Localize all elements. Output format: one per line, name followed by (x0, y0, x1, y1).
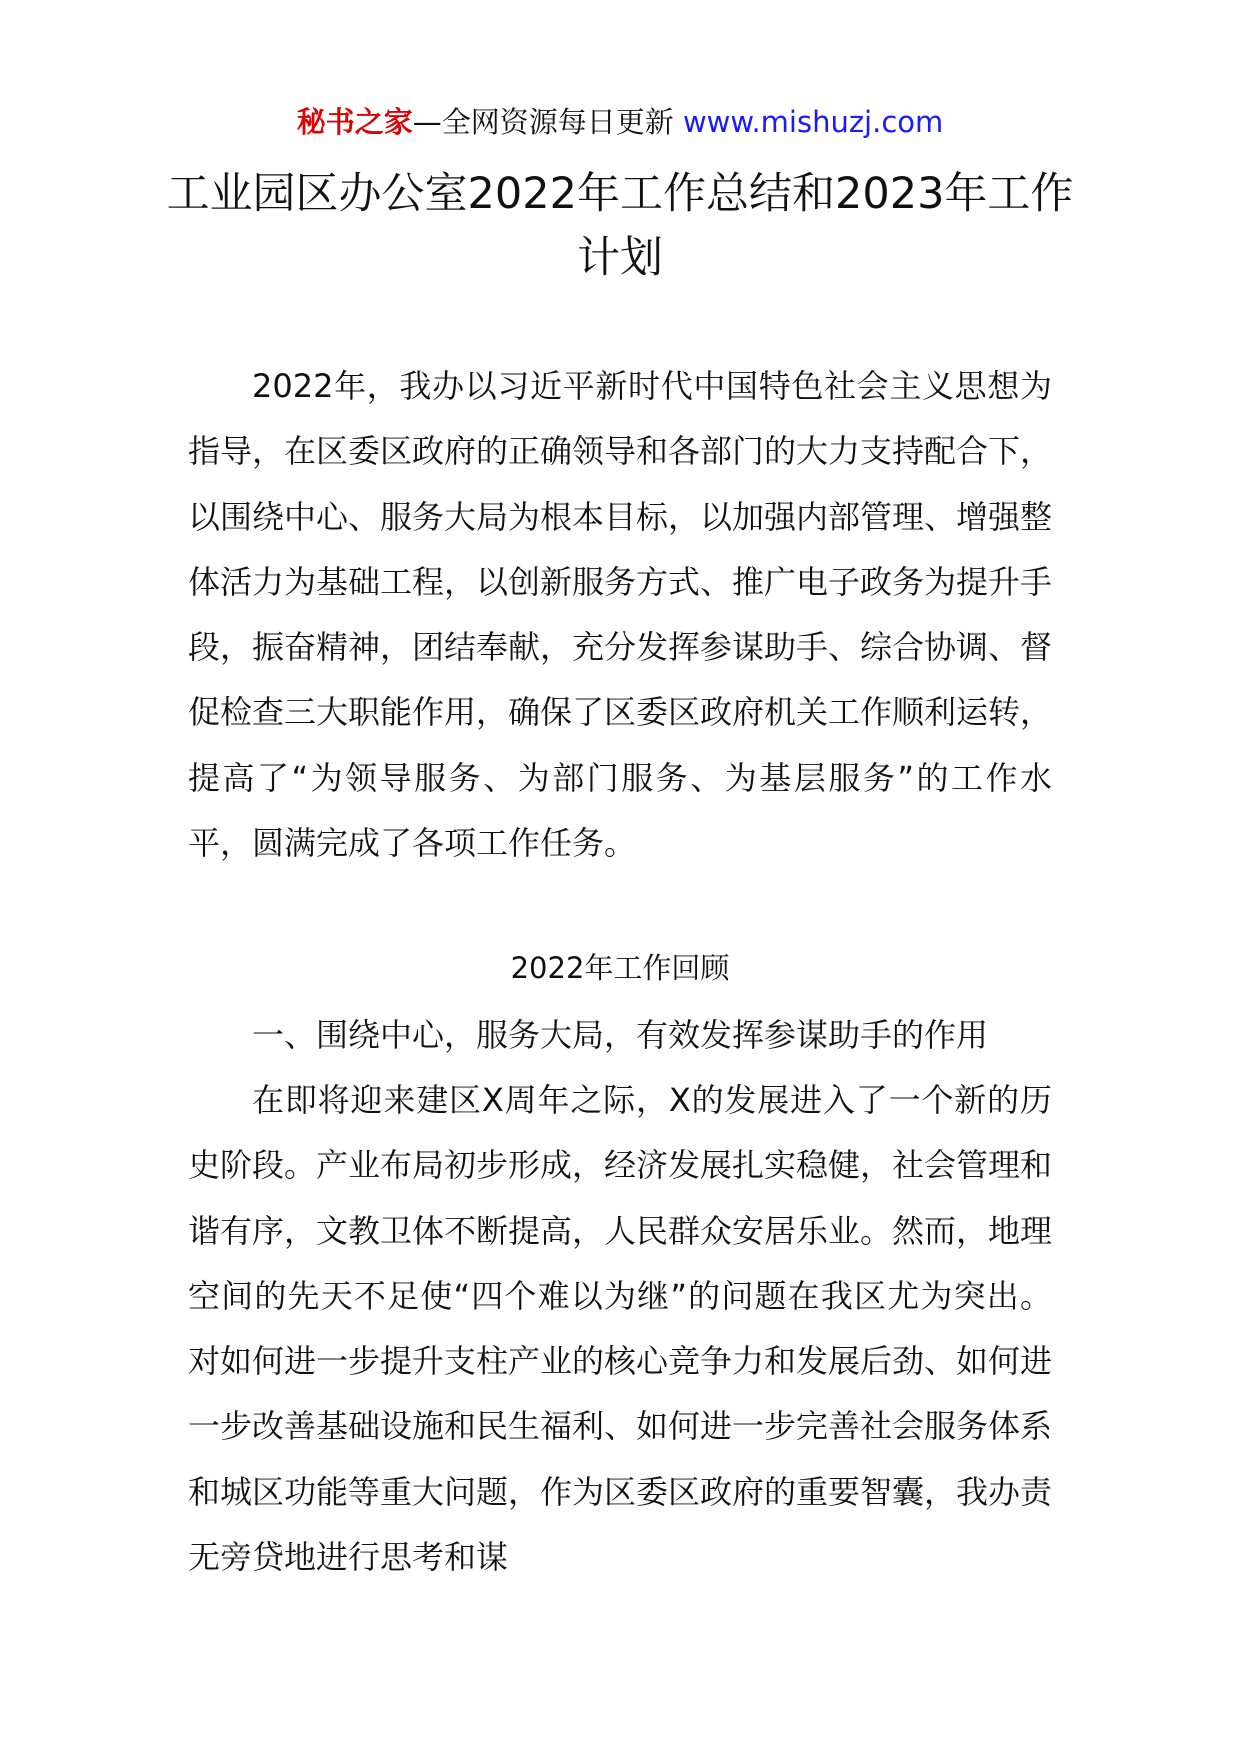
site-header (0, 102, 1240, 142)
site-url-link[interactable]: www.mishuzj.com (682, 105, 944, 139)
section-heading: 2022年工作回顾 (510, 951, 730, 985)
subheading-1: 一、围绕中心，服务大局，有效发挥参谋助手的作用 (252, 1016, 989, 1054)
header-tagline: —全网资源每日更新 (412, 105, 674, 139)
brand-name: 秘书之家 (296, 105, 413, 139)
document-title: 工业园区办公室2022年工作总结和2023年工作计划 (166, 169, 1074, 283)
intro-paragraph: 2022年，我办以习近平新时代中国特色社会主义思想为指导，在区委区政府的正确领导和各部门的大力支持配合下，以围绕中心、服务大局为根本目标，以加强内部管理、增强整体活力为基础工程，以创新服务方式、推广电子政务为提升手段，振奋精神，团结奉献，充分发挥参谋助手、综合协调、督促检查三大职能作用，确保了区委区政府机关工作顺利运转，提高了“为领导服务、为部门服务、为基层服务”的工作水平，圆满完成了各项工作任务。 (188, 367, 1053, 863)
body-paragraph-2: 在即将迎来建区X周年之际，X的发展进入了一个新的历史阶段。产业布局初步形成，经济发展扎实稳健，社会管理和谐有序，文教卫体不断提高，人民群众安居乐业。然而，地理空间的先天不足使“四个难以为继”的问题在我区尤为突出。对如何进一步提升支柱产业的核心竞争力和发展后劲、如何进一步改善基础设施和民生福利、如何进一步完善社会服务体系和城区功能等重大问题，作为区委区政府的重要智囊，我办责无旁贷地进行思考和谋 (188, 1081, 1053, 1577)
